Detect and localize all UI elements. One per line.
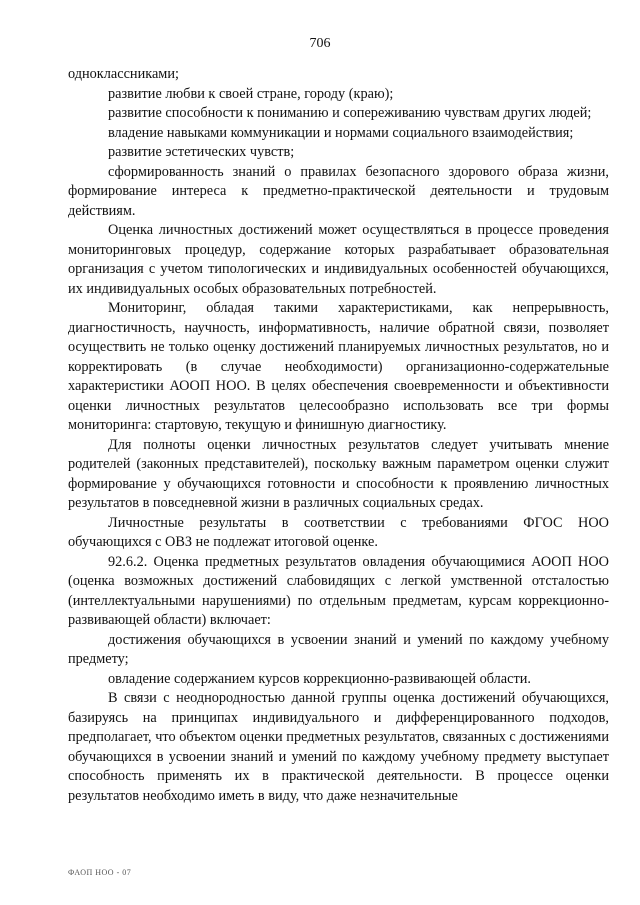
paragraph: Оценка личностных достижений может осуществляться в процессе проведения мониторинговых процедур, содержание которых разрабатывает образовательная организация с учетом типологических и индивидуальных особенностей обучающихся, их индивидуальных особых образовательных потребностей. (68, 222, 609, 297)
paragraph: развитие способности к пониманию и сопереживанию чувствам других людей; (108, 105, 592, 121)
paragraph: достижения обучающихся в усвоении знаний и умений по каждому учебному предмету; (68, 631, 609, 667)
page-number: 706 (309, 36, 331, 51)
paragraph: Личностные результаты в соответствии с требованиями ФГОС НОО обучающихся с ОВЗ не подлежат итоговой оценке. (68, 514, 609, 550)
paragraph: В связи с неоднородностью данной группы оценка достижений обучающихся, базируясь на принципах индивидуального и дифференцированного подходов, предполагает, что объектом оценки предметных результатов, связанных с достижениями обучающихся в усвоении знаний и умений по каждому учебному предмету выступает способность применять их в практической деятельности. В процессе оценки результатов необходимо иметь в виду, что даже незначительные (68, 690, 609, 804)
paragraph: 92.6.2. Оценка предметных результатов овладения обучающимися АООП НОО (оценка возможных достижений слабовидящих с легкой умственной отсталостью (интеллектуальными нарушениями) по отдельным предметам, курсам коррекционно-развивающей области) включает: (68, 553, 609, 628)
paragraph: владение навыками коммуникации и нормами социального взаимодействия; (108, 124, 574, 141)
paragraph: овладение содержанием курсов коррекционно-развивающей области. (108, 670, 531, 687)
footer-code: ФАОП НОО - 07 (68, 868, 132, 877)
paragraph: развитие любви к своей стране, городу (краю); (108, 85, 394, 102)
paragraph: Для полноты оценки личностных результатов следует учитывать мнение родителей (законных представителей), поскольку важным параметром оценки служит формирование у обучающихся готовности и способности к проявлению личностных результатов в повседневной жизни в различных социальных средах. (68, 436, 609, 511)
paragraph: развитие эстетических чувств; (108, 144, 295, 160)
paragraph: одноклассниками; (68, 66, 179, 82)
paragraph: сформированность знаний о правилах безопасного здорового образа жизни, формирование интереса к предметно-практической деятельности и трудовым действиям. (68, 163, 609, 219)
document-body (68, 65, 609, 806)
paragraph: Мониторинг, обладая такими характеристиками, как непрерывность, диагностичность, научность, информативность, наличие обратной связи, позволяет осуществить не только оценку достижений планируемых личностных результатов, но и корректировать (в случае необходимости) организационно-содержательные характеристики АООП НОО. В целях обеспечения своевременности и объективности оценки личностных результатов целесообразно использовать все три формы мониторинга: стартовую, текущую и финишную диагностику. (68, 300, 609, 433)
